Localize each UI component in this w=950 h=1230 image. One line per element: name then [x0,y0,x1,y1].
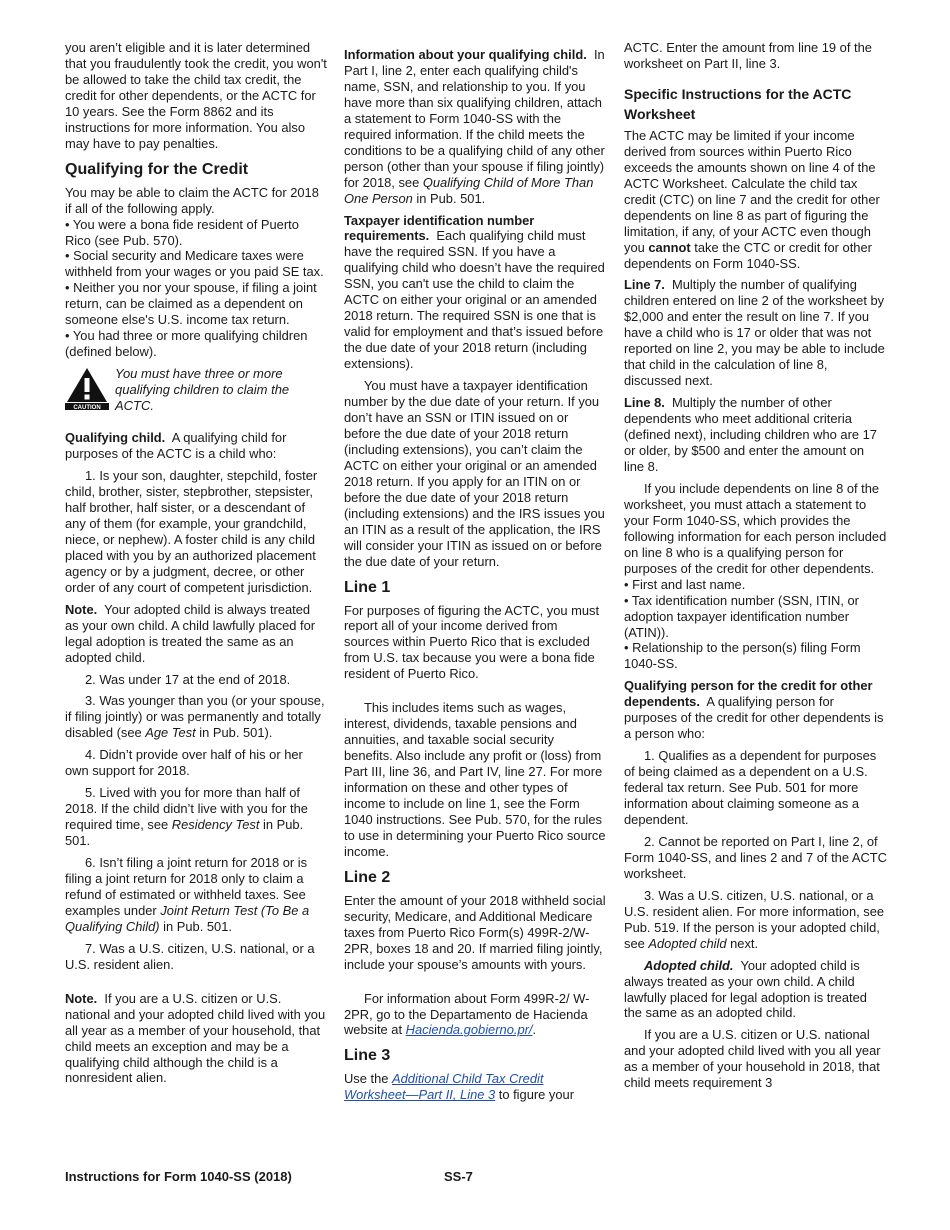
heading-line-2: Line 2 [344,868,391,886]
line2-paragraph-2: For information about Form 499R-2/ W-2PR, go to the Departamento de Hacienda website at Hacienda.gobierno.pr/. [344,990,590,1038]
qualifying-person-1: 1. Qualifies as a dependent for purposes of being claimed as a dependent on a U.S. federal tax return. See Pub. 501 for more information about claiming someone as a dependent. [624,748,877,827]
qualifying-child-paragraph: Qualifying child. A qualifying child for purposes of the ACTC is a child who: [65,430,287,462]
intro-paragraph: you aren’t eligible and it is later determined that you fraudulently took the credit, you won't be allowed to take the child tax credit, the credit for other dependents, or the ACTC for 10 years. See the Form 8862 and its instructions for more information. You also may have to pay penalties. [65,40,327,151]
column-2 [344,47,606,1109]
requirement-3: 3. Was younger than you (or your spouse, if filing jointly) or was permanently and totally disabled (see Age Test in Pub. 501). [65,693,325,741]
requirement-7: 7. Was a U.S. citizen, U.S. national, or a U.S. resident alien. [65,940,315,972]
hacienda-link[interactable]: Hacienda.gobierno.pr/ [405,1022,533,1038]
bullet-item: • Relationship to the person(s) filing Form 1040-SS. [624,640,861,672]
qualifying-person-3: 3. Was a U.S. citizen, U.S. national, or a U.S. resident alien. For more information, see Pub. 519. If the person is your adopted child, see Adopted child next. [624,887,885,951]
footer-page-number: SS-7 [444,1169,473,1184]
qualifying-person-paragraph: Qualifying person for the credit for other dependents. A qualifying person for purposes of the credit for other dependents is a person who: [624,678,884,742]
line-7-paragraph: Line 7. Multiply the number of qualifying children entered on line 2 of the worksheet by $2,000 and enter the result on line 7. If you have a child who is 17 or older that was not reported on line 2, you may be able to include that child in the calculation of line 8, discussed next. [624,277,885,389]
note-adopted: Note. Your adopted child is always treated as your own child. A child lawfully placed for legal adoption is treated the same as an adopted child. [65,601,316,665]
adopted-child-paragraph-2: If you are a U.S. citizen or U.S. national and your adopted child lived with you all year as a member of your household in 2018, that child meets requirement 3 [624,1027,881,1091]
footer-form-title: Instructions for Form 1040-SS (2018) [65,1169,292,1184]
heading-qualifying-for-credit: Qualifying for the Credit [65,160,249,178]
line-8-paragraph-2: If you include dependents on line 8 of the worksheet, you must attach a statement to your Form 1040-SS, which provides the following information for each person included on line 8 who is a qualifying person for purposes of the credit for other dependents. [624,480,887,576]
actc-worksheet-link[interactable]: Additional Child Tax Credit Worksheet—Part II, Line 3 [344,1071,544,1103]
heading-specific-instructions: Specific Instructions for the ACTC Worksheet [624,85,852,122]
qualifying-person-2: 2. Cannot be reported on Part I, line 2, of Form 1040-SS, and lines 2 and 7 of the ACTC worksheet. [624,833,887,881]
line1-paragraph-2: This includes items such as wages, interest, dividends, taxable pensions and annuities, and taxable social security benefits. Also include any profit or (loss) from Part III, line 36, and Part IV, line 27. For more information on these and other types of income to include on line 1, see the Form 1040 instructions. See Pub. 570, for the rules to use in determining your Puerto Rico source income. [344,700,606,859]
line-8-paragraph: Line 8. Multiply the number of other dependents who meet additional criteria (defined next), including children who are 17 or older, by $500 and enter the amount on line 8. [624,395,877,474]
line2-paragraph-1: Enter the amount of your 2018 withheld social security, Medicare, and Additional Medicare taxes from Puerto Rico Form(s) 499R-2/W-2PR, boxes 18 and 20. If married filing jointly, include your spouse’s amounts with yours. [344,892,606,972]
may-claim-paragraph: You may be able to claim the ACTC for 2018 if all of the following apply. [65,184,319,216]
caution-text: You must have three or more qualifying children to claim the ACTC. [115,366,290,414]
requirement-5: 5. Lived with you for more than half of 2018. If the child didn’t live with you for the required time, see Residency Test in Pub. 501. [65,785,308,849]
column-1 [65,40,327,1092]
tin-paragraph-2: You must have a taxpayer identification number by the due date of your return. If you don’t have an SSN or ITIN issued on or before the due date of your 2018 return (including extensions), you can’t claim the ACTC on either your original or an amended 2018 return. If you apply for an ITIN on or before the due date of your 2018 return (including extensions) and the IRS issues you an ITIN as a result of the application, the IRS will consider your ITIN as issued on or before the due date of your return. [344,378,605,569]
column-3 [624,40,887,1097]
line3-paragraph: Use the Additional Child Tax Credit Worksheet—Part II, Line 3 to figure your [344,1071,575,1103]
bullet-item: • First and last name. [624,576,746,592]
line1-paragraph-1: For purposes of figuring the ACTC, you must report all of your income derived from sources within Puerto Rico that is excluded from U.S. tax because you were a bona fide resident of Puerto Rico. [344,602,600,682]
requirement-2: 2. Was under 17 at the end of 2018. [85,671,291,687]
heading-line-1: Line 1 [344,578,391,596]
actc-enter-paragraph: ACTC. Enter the amount from line 19 of the worksheet on Part II, line 3. [624,40,872,71]
heading-line-3: Line 3 [344,1047,391,1065]
caution-icon [65,366,109,414]
caution-box [65,366,327,414]
requirement-4: 4. Didn’t provide over half of his or her own support for 2018. [65,747,303,779]
bullet-item: • Neither you nor your spouse, if filing a joint return, can be claimed as a dependent on someone else's U.S. income tax return. [65,280,317,328]
bullet-item: • Tax identification number (SSN, ITIN, or adoption taxpayer identification number (ATIN)). [624,592,859,640]
tin-requirements: Taxpayer identification number requirements. Each qualifying child must have the required SSN. If you have a qualifying child who doesn’t have the required SSN, you can't use the child to claim the ACTC on either your original or an amended 2018 return. The required SSN is one that is valid for employment and that’s issued before the due date of your 2018 return (including extensions). [344,212,605,372]
caution-label: CAUTION [73,405,101,411]
adopted-child-paragraph: Adopted child. Your adopted child is always treated as your own child. A child lawfully placed for legal adoption is treated the same as an adopted child. [624,957,867,1021]
bullet-item: • Social security and Medicare taxes were withheld from your wages or you paid SE tax. [65,248,324,280]
info-qualifying-child: Information about your qualifying child. In Part I, line 2, enter each qualifying child's name, SSN, and relationship to you. If you have more than six qualifying children, attach a statement to Form 1040-SS with the required information. If the child meets the conditions to be a qualifying child of any other person (other than your spouse if filing jointly) for 2018, see Qualifying Child of More Than One Person in Pub. 501. [344,47,605,206]
requirement-6: 6. Isn’t filing a joint return for 2018 or is filing a joint return for 2018 only to claim a refund of estimated or withheld taxes. See examples under Joint Return Test (To Be a Qualifying Child) in Pub. 501. [65,855,310,934]
note-nonresident: Note. If you are a U.S. citizen or U.S. national and your adopted child lived with you all year as a member of your household, that child meets an exception and may be a qualifying child although the child is a nonresident alien. [65,990,326,1086]
bullet-item: • You had three or more qualifying children (defined below). [65,328,308,360]
limit-paragraph: The ACTC may be limited if your income derived from sources within Puerto Rico exceeds the amounts shown on line 4 of the ACTC Worksheet. Calculate the child tax credit (CTC) on line 7 and the credit for other dependents on line 8 as part of figuring the limitation, if any, of your ACTC even though you cannot take the CTC or credit for other dependents on Form 1040-SS. [624,127,880,271]
bullet-item: • You were a bona fide resident of Puerto Rico (see Pub. 570). [65,216,299,248]
requirement-1: 1. Is your son, daughter, stepchild, foster child, brother, sister, stepbrother, stepsister, half brother, half sister, or a descendant of any of them (for example, your grandchild, niece, or nephew). A foster child is any child placed with you by an authorized placement agency or by a judgment, decree, or other order of any court of competent jurisdiction. [65,468,318,595]
